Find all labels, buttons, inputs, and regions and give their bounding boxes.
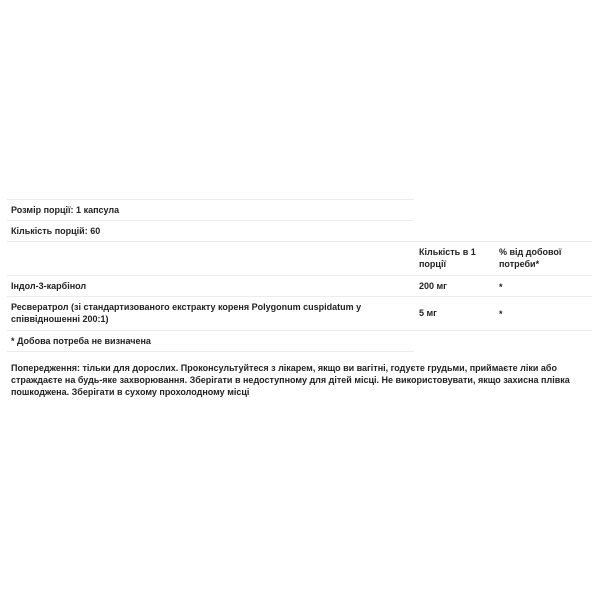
divider [7, 220, 414, 221]
warning-text: Попередження: тільки для дорослих. Проконсультуйтеся з лікарем, якщо ви вагітні, годуєте грудьми, приймаєте ліки або страждаєте на будь-яке захворювання. Зберігати в недоступному для дітей місці. Не використовувати, якщо захисна плівка пошкоджена. Зберігати в сухому прохолодному місці [11, 363, 570, 397]
divider [7, 275, 592, 276]
ingredient-name: Індол-3-карбінол [11, 281, 87, 291]
divider [7, 241, 592, 242]
ingredient-name: Ресвератрол (зі стандартизованого екстракту кореня Polygonum cuspidatum у співвідношенні 200:1) [11, 302, 362, 324]
header-daily-value: % від добової потреби* [499, 247, 562, 269]
ingredient-daily-value: * [499, 282, 503, 292]
serving-size: Розмір порції: 1 капсула [11, 205, 120, 215]
ingredient-amount: 200 мг [419, 281, 447, 291]
ingredient-amount: 5 мг [419, 308, 437, 318]
divider [7, 199, 414, 200]
servings-count: Кількість порцій: 60 [11, 226, 101, 236]
divider [7, 296, 592, 297]
header-amount: Кількість в 1 порції [419, 247, 476, 269]
ingredient-daily-value: * [499, 309, 503, 319]
divider [7, 351, 414, 352]
divider [7, 330, 592, 331]
footnote: * Добова потреба не визначена [11, 336, 151, 346]
